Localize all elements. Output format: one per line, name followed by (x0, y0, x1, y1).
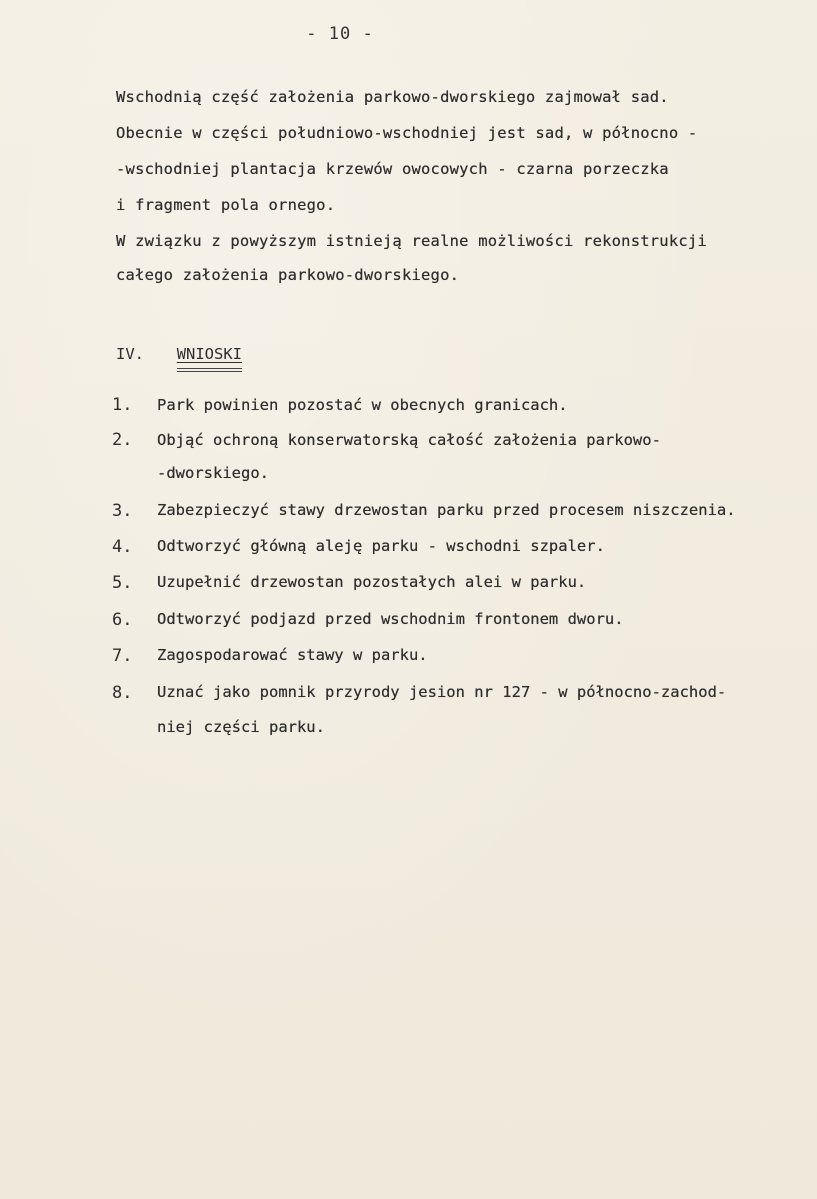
paragraph-line: Obecnie w części południowo-wschodniej jest sad, w północno - (116, 124, 698, 142)
section-title: WNIOSKI (176, 345, 243, 363)
paragraph-line: W związku z powyższym istnieją realne możliwości rekonstrukcji (116, 232, 707, 250)
conclusion-number: 3. (112, 501, 133, 521)
section-number: IV. (116, 345, 144, 363)
conclusion-number: 5. (112, 573, 133, 593)
conclusion-text: Odtworzyć podjazd przed wschodnim frontonem dworu. (157, 610, 624, 628)
conclusion-text: Odtworzyć główną aleję parku - wschodni szpaler. (157, 537, 605, 555)
conclusion-text: niej części parku. (157, 718, 325, 736)
conclusion-text: Zabezpieczyć stawy drzewostan parku przed procesem niszczenia. (157, 501, 736, 519)
paragraph-line: całego założenia parkowo-dworskiego. (116, 266, 460, 284)
conclusion-text: Uzupełnić drzewostan pozostałych alei w parku. (157, 573, 587, 591)
paragraph-line: i fragment pola ornego. (116, 196, 336, 214)
page-number: - 10 - (306, 24, 374, 44)
conclusion-number: 7. (112, 646, 133, 666)
conclusion-text: Uznać jako pomnik przyrody jesion nr 127 - w północno-zachod- (157, 683, 727, 701)
conclusion-number: 1. (112, 395, 133, 415)
paragraph-line: -wschodniej plantacja krzewów owocowych - czarna porzeczka (116, 160, 669, 178)
conclusion-text: Park powinien pozostać w obecnych granicach. (157, 396, 568, 414)
conclusion-number: 4. (112, 537, 133, 557)
paragraph-line: Wschodnią część założenia parkowo-dworskiego zajmował sad. (116, 88, 669, 106)
conclusion-text: Objąć ochroną konserwatorską całość założenia parkowo- (157, 431, 661, 449)
conclusion-text: Zagospodarować stawy w parku. (157, 646, 428, 664)
conclusion-number: 6. (112, 610, 133, 630)
conclusion-text: -dworskiego. (157, 464, 269, 482)
conclusion-number: 8. (112, 683, 133, 703)
section-heading (116, 345, 242, 363)
conclusion-number: 2. (112, 430, 133, 450)
